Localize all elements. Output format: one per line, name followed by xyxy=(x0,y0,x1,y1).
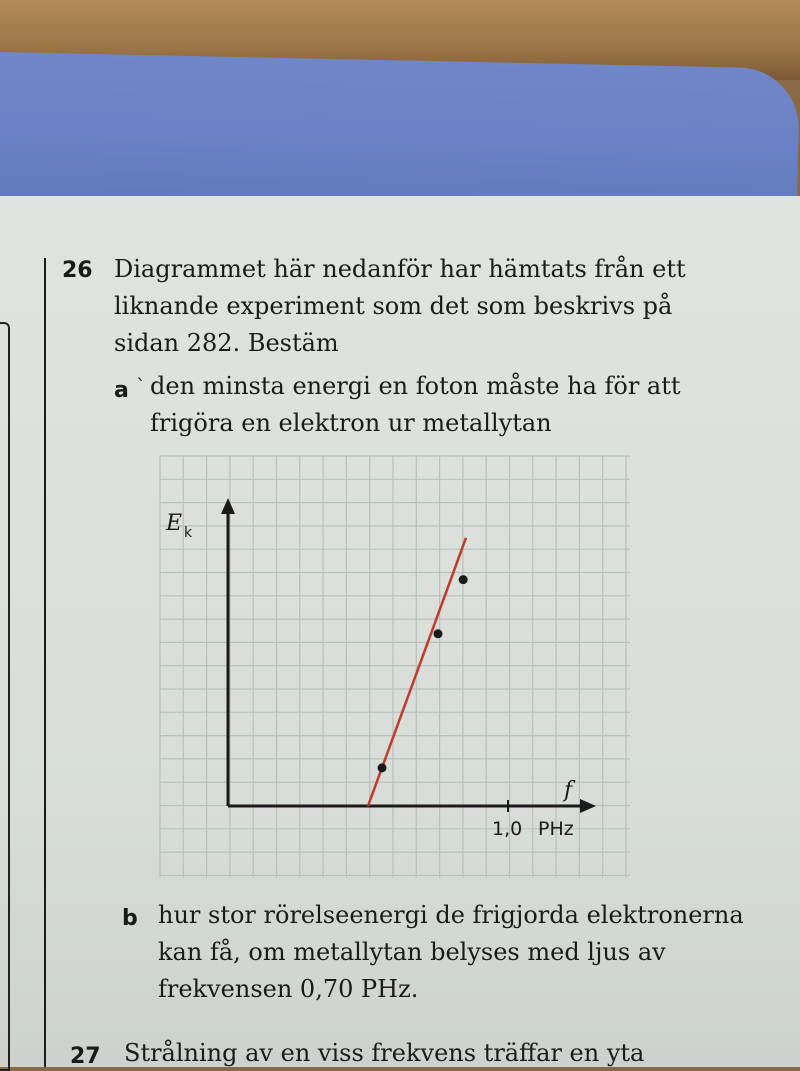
part-b-line-2: kan få, om metallytan belyses med ljus av xyxy=(158,938,666,966)
part-b-line-3: frekvensen 0,70 PHz. xyxy=(158,975,419,1003)
part-a-mark: ` xyxy=(136,374,146,398)
data-point xyxy=(434,629,443,638)
y-axis-label-subscript: k xyxy=(184,525,193,541)
x-unit-label: PHz xyxy=(538,818,574,840)
part-a-line-1: den minsta energi en foton måste ha för att xyxy=(150,372,681,400)
part-a-label: a xyxy=(114,378,129,403)
x-tick-label: 1,0 xyxy=(492,818,523,840)
part-b-label: b xyxy=(122,906,138,931)
problem-27-number: 27 xyxy=(70,1044,101,1069)
x-axis-label: f xyxy=(564,778,573,803)
x-axis-arrow xyxy=(580,799,596,813)
problem-26-intro-line-1: Diagrammet här nedanför har hämtats från ett xyxy=(114,255,686,283)
data-point xyxy=(378,763,387,772)
problem-27-line: Strålning av en viss frekvens träffar en yta xyxy=(124,1039,645,1067)
chart-axes xyxy=(221,498,596,813)
problem-26-intro-line-2: liknande experiment som det som beskrivs på xyxy=(114,292,673,320)
part-a-line-2: frigöra en elektron ur metallytan xyxy=(150,409,552,437)
y-axis-arrow xyxy=(221,498,235,514)
y-axis-label: E xyxy=(166,511,183,536)
problem-26-number: 26 xyxy=(62,258,93,283)
part-b-line-1: hur stor rörelseenergi de frigjorda elektronerna xyxy=(158,901,744,929)
data-point xyxy=(459,575,468,584)
chart-grid xyxy=(160,456,630,878)
chart-series xyxy=(368,538,468,806)
problem-26-intro-line-3: sidan 282. Bestäm xyxy=(114,329,339,357)
